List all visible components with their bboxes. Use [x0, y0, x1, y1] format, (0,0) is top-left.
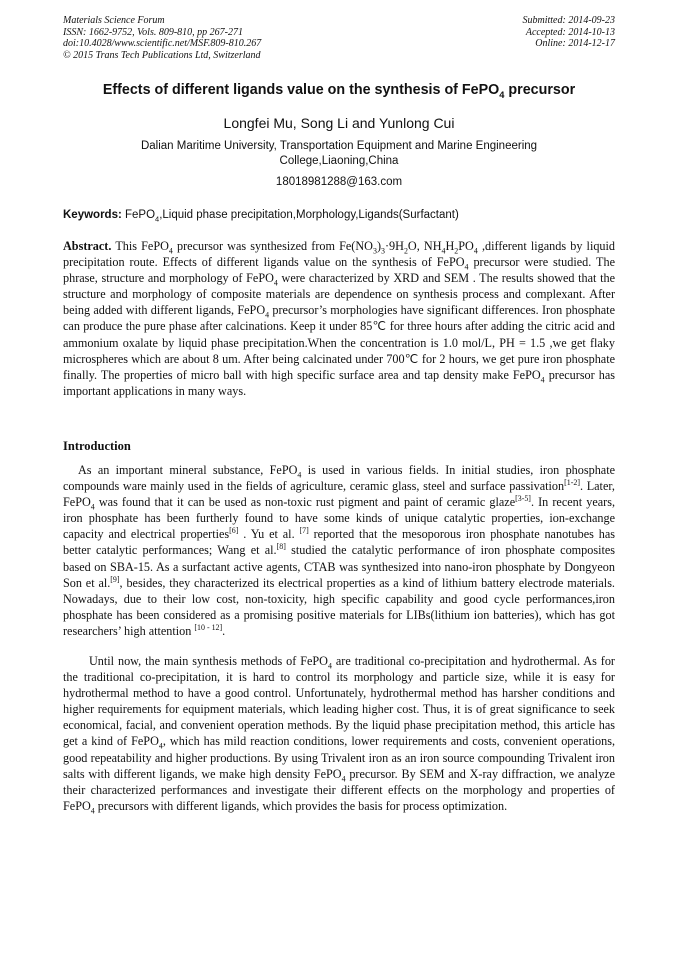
publication-dates: [523, 15, 616, 50]
citation: [7]: [299, 526, 309, 536]
citation: [3-5]: [515, 494, 531, 504]
intro-paragraph-2: Until now, the main synthesis methods of FePO$_4$ are traditional co-precipitation and hydrothermal. As for the traditional co-precipitation, it is hard to control its morphology and particle size, while it is easy for hydrothermal method to have a good control. Unfortunately, hydrothermal method has harsher conditions and higher requirements for equipment materials, which leading higher cost. Thus, it is of great significance to seek economical, facial, and convenient operation methods. By the liquid phase precipitation method, this article has get a kind of FePO$_4$, which has mild reaction conditions, lower requirements and costs, convenient operations, good repeatability and higher productions. By using Trivalent iron as an iron source compounding Trivalent iron salts with different ligands, we make high density FePO$_4$ precursor. By SEM and X-ray diffraction, we analyze their characterized performances and investigate their different effects on the morphology and properties of FePO$_4$ precursors with different ligands, which provides the basis for process optimization.: [63, 654, 616, 816]
issn-line: ISSN: 1662-9752, Vols. 809-810, pp 267-271: [63, 26, 243, 38]
section-heading-introduction: Introduction: [63, 439, 131, 453]
citation: [6]: [229, 526, 239, 536]
citation: [8]: [276, 542, 286, 552]
journal-name: Materials Science Forum: [63, 15, 165, 26]
citation: [9]: [110, 574, 120, 584]
paper-title: Effects of different ligands value on the synthesis of FePO$_4$ precursor: [102, 82, 576, 100]
doi-line: doi:10.4028/www.scientific.net/MSF.809-810.267: [63, 38, 262, 50]
intro-paragraph-1: As an important mineral substance, FePO$_4$ is used in various fields. In initial studies, iron phosphate compounds ware mainly used in the fields of agriculture, ceramic glass, steel and surface passivation[1-2]. Later, FePO$_4$ was found that it can be used as non-toxic rust pigment and paint of ceramic glaze[3-5]. In recent years, iron phosphate has been furtherly found to have some kinds of unique catalytic properties, ion-exchange capacity and electrical properties[6] . Yu et al. [7] reported that the mesoporous iron phosphate nanotubes has better catalytic performances; Wang et al.[8] studied the catalytic performance of iron phosphate composites based on SBA-15. As a surfactant active agents, CTAB was synthesized into nano-iron phosphate by Dongyeon Son et al.[9], besides, they characterized its electrical properties as a kind of lithium battery electrode materials. Nowadays, due to their low cost, non-toxicity, high specific capability and good cycle performances,iron phosphate has been considered as a promising positive materials for LIBs(lithium ion batteries), which has got researchers’ high attention [10 - 12].: [63, 463, 615, 638]
online-date: Online: 2014-12-17: [535, 38, 615, 50]
author-email: 18018981288@163.com: [275, 176, 403, 188]
citation: [1-2]: [564, 478, 580, 488]
abstract-label: Abstract.: [63, 239, 112, 253]
publication-info: [63, 15, 261, 61]
abstract: Abstract. This FePO$_4$ precursor was synthesized from $Fe(NO_3)_3\cdot 9H_2O$, $NH_4H_2PO_4$ ,different ligands by liquid precipitation route. Effects of different ligands value on the synthesis of FePO$_4$ precursor were studied. The phrase, structure and morphology of FePO$_4$ were characterized by XRD and SEM . The results showed that the structure and morphology of composite materials are dependence on synthesis process and complexant. After being added with different ligands, FePO$_4$ precursor’s morphologies have significant differences. Iron phosphate can produce the pure phase after calcinations. Keep it under 85℃ for three hours after adding the citric acid and ammonium oxalate by liquid phase precipitation.When the concentration is 1.0 mol/L, PH = 1.5 ,we get flaky microspheres which are about 8 um. After being calcinated under 700℃ for 2 hours, we get pure iron phosphate finally. The properties of micro ball with high specific surface area and tap density make FePO$_4$ precursor has important applications in many ways.: [63, 239, 616, 398]
author-list: Longfei Mu, Song Li and Yunlong Cui: [223, 115, 455, 131]
keywords-label: Keywords:: [63, 209, 122, 221]
copyright-line: © 2015 Trans Tech Publications Ltd, Switzerland: [63, 49, 261, 61]
accepted-date: Accepted: 2014-10-13: [525, 26, 615, 38]
keywords: Keywords: FePO$_4$,Liquid phase precipitation,Morphology,Ligands(Surfactant): [63, 209, 459, 224]
citation: [10 - 12]: [194, 622, 223, 632]
submitted-date: Submitted: 2014-09-23: [522, 15, 615, 26]
affiliation: Dalian Maritime University, Transportation Equipment and Marine Engineering College,Liaoning,China: [140, 140, 538, 167]
